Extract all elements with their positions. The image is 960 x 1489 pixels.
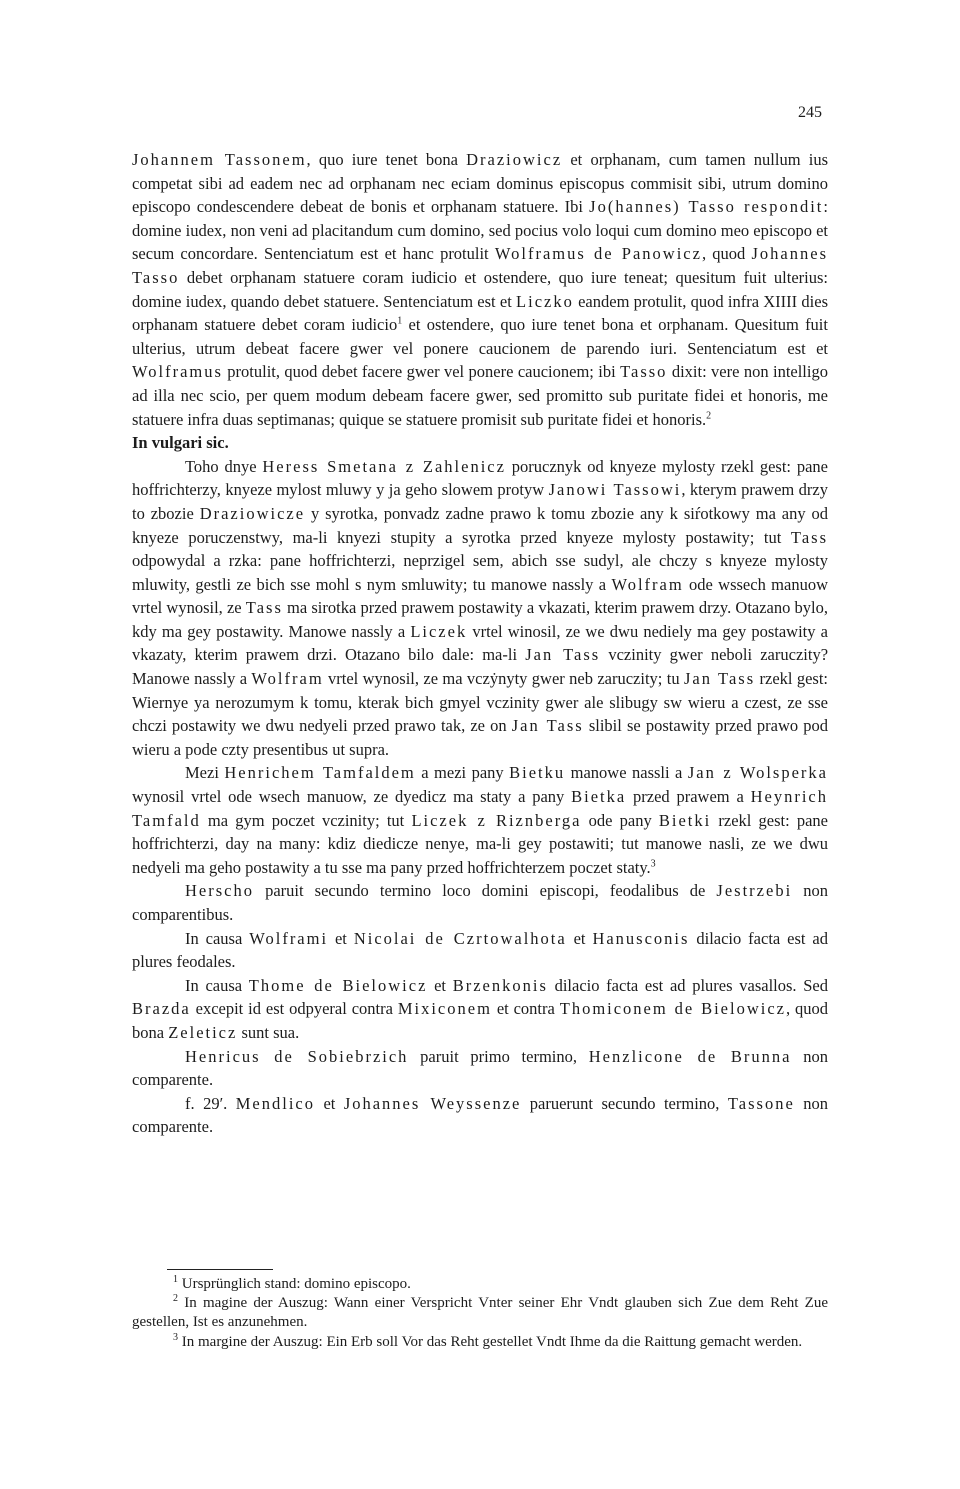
text-run: Mezi xyxy=(185,763,225,783)
text-run: ma gym poczet vczinity; tut xyxy=(200,810,412,830)
text-run: przed prawem a xyxy=(626,787,751,807)
spaced-name: Wolfram xyxy=(611,574,684,594)
footnotes xyxy=(132,1269,828,1352)
text-run: dilacio facta est ad plures feodales. xyxy=(132,928,828,972)
text-run: dixit: vere non intelligo ad illa nec scio, per quem modum debeam facere gwer, sed promitto sub puritate fidei et honoris, me statuere infra duas septimanas; quique se statuere promisit sub puritate fidei et honoris. xyxy=(132,362,828,429)
footnote-text: Ursprünglich stand: domino episcopo. xyxy=(181,1276,411,1292)
spaced-name: Draziowicze xyxy=(199,503,306,523)
spaced-name: Heynrich Tamfald xyxy=(132,787,828,830)
paragraph-p7 xyxy=(132,1045,828,1092)
text-run: slibil se postawity przed prawo pod wieru a pode czty presentibus ut supra. xyxy=(132,716,828,759)
footnote-rule xyxy=(167,1269,273,1270)
paragraph-p1 xyxy=(132,148,828,431)
spaced-name: Brzenkonis xyxy=(452,975,548,995)
spaced-name: Johannes Weyssenze xyxy=(343,1093,522,1113)
paragraph-p8 xyxy=(132,1092,828,1139)
text-run: paruit secundo termino loco domini episcopi, feodalibus de xyxy=(253,881,717,901)
spaced-name: Bietku xyxy=(509,763,566,783)
text-run: , quod bona xyxy=(132,999,828,1042)
spaced-name: Janowi Tassowi xyxy=(548,480,682,500)
text-run: et xyxy=(315,1093,344,1113)
text-run: et contra xyxy=(491,999,560,1019)
paragraph-p5 xyxy=(132,927,828,974)
spaced-name: Wolframus xyxy=(132,362,223,382)
spaced-name: Tass xyxy=(790,527,828,547)
spaced-name: Mixiconem xyxy=(397,999,492,1019)
spaced-name: Heress Smetana z Zahlenicz xyxy=(262,456,506,476)
spaced-name: Thomiconem de Bielowicz xyxy=(559,999,786,1019)
text-run: paruerunt secundo termino, xyxy=(521,1093,728,1113)
text-run: In causa xyxy=(185,975,249,995)
paragraph-p4 xyxy=(132,879,828,926)
text-run: , kterym prawem drzy to zbozie xyxy=(132,480,829,523)
text-run: ode pany xyxy=(581,810,659,830)
text-run: y syrotka, ponvadz zadne prawo k tomu zbozie any k siŕotkowy ma any od knyeze poruczenstwy, ma-li knyezi stupity a syrotka przed knyeze mylosty postawity; tut xyxy=(132,503,829,547)
text-run: wynosil vrtel ode wsech manuow, ze dyedicz ma staty a pany xyxy=(132,787,572,807)
spaced-name: Henricus de Sobiebrzich xyxy=(185,1046,409,1066)
text-run: sunt sua. xyxy=(237,1022,300,1042)
text-run: non comparente. xyxy=(132,1093,828,1137)
text-run: porucznyk od knyeze mylosty rzekl gest: pane hoffrichterzy, knyeze mylost mluwy y ja geho slowem protyw xyxy=(132,456,828,500)
spaced-name: Liczko xyxy=(516,291,574,311)
spaced-name: Tasso xyxy=(620,362,668,382)
spaced-name: Brazda xyxy=(132,999,191,1019)
spaced-name: Zeleticz xyxy=(168,1022,238,1042)
spaced-name: Jan z Wolsperka xyxy=(687,763,828,783)
spaced-name: Liczek xyxy=(410,621,468,641)
text-run: ode wssech manuow vrtel wynosil, ze xyxy=(132,574,828,618)
spaced-name: Hanusconis xyxy=(592,928,690,948)
text-run: et xyxy=(566,928,593,948)
paragraph-p6 xyxy=(132,974,828,1045)
text-run: et xyxy=(328,928,354,948)
text-run: rzekl gest: pane hoffrichterzi, day na many: kdiz diedicze nenye, ma-li gey postawiti; tut manowe nasli, ze we dwu nedyeli ma geho postawity a tu sse ma pany przed hoffrichterzem poczet staty. xyxy=(132,810,828,877)
text-run: eandem protulit, quod infra XIIII dies orphanam statuere debet coram iudicio xyxy=(132,291,828,335)
spaced-name: Jan Tass xyxy=(683,669,756,689)
footnote-marker: 3 xyxy=(650,858,656,870)
spaced-name: Henrichem Tamfaldem xyxy=(224,763,416,783)
spaced-name: Bietki xyxy=(658,810,712,830)
text-run: et orphanam, cum tamen nullum ius competat sibi ad eadem nec ad orphanam nec eciam dominus episcopus commisit sibi, utrum domino episcopo condescendere debeat de bonis et orphanam statuere. Ibi xyxy=(132,150,828,217)
paragraph-p3 xyxy=(132,761,828,879)
text-run: : domine iudex, non veni ad placitandum cum domino, sed pocius volo loqui cum domino meo episcopo et secum concordare. Sentenciatum est et hanc protulit xyxy=(132,197,828,264)
spaced-name: Nicolai de Czrtowalhota xyxy=(353,928,567,948)
spaced-name: Bietka xyxy=(571,787,627,807)
footnote-3 xyxy=(132,1333,828,1352)
spaced-name: Jan Tass xyxy=(511,716,584,736)
text-run: , quod xyxy=(701,244,752,264)
spaced-name: Wolframus de Panowicz xyxy=(494,244,702,264)
text-run: vczinity gwer neboli zaruczity? Manowe nassly a xyxy=(132,645,829,689)
spaced-name: Liczek z Riznberga xyxy=(411,810,582,830)
footnote-mark: 3 xyxy=(173,1331,178,1343)
footnote-mark: 2 xyxy=(173,1293,178,1305)
footnote-1 xyxy=(132,1275,828,1294)
spaced-name: Draziowicz xyxy=(466,150,563,169)
main-text xyxy=(132,148,828,1139)
section-heading xyxy=(132,431,828,455)
text-run: paruit primo termino, xyxy=(408,1046,589,1066)
spaced-name: Jo(hannes) Tasso respondit xyxy=(589,197,824,217)
spaced-name: Henzlicone de Brunna xyxy=(588,1046,792,1066)
text-run: In vulgari sic. xyxy=(132,433,229,453)
page-number: 245 xyxy=(798,104,822,121)
footnote-mark: 1 xyxy=(173,1274,178,1285)
spaced-name: Tass xyxy=(245,598,283,618)
footnote-text: In margine der Auszug: Ein Erb soll Vor das Reht gestellet Vndt Ihme da die Raittung gemacht werden. xyxy=(181,1333,803,1350)
text-run: vrtel wynosil, ze ma vczẏnyty gwer neb zaruczity; tu xyxy=(323,669,684,689)
paragraph-p2 xyxy=(132,455,828,762)
text-run: odpowydal a rzka: pane hoffrichterzi, neprzigel sem, abich sse sudyl, ale chczy s knyeze mylosty mluwity, gestli ze bich sse mohl s nym smluwity; tu manowe nassly a xyxy=(132,551,828,594)
footnote-marker: 2 xyxy=(706,410,712,422)
spaced-name: Herscho xyxy=(185,881,254,901)
spaced-name: Wolfram xyxy=(251,669,324,689)
text-run: non comparentibus. xyxy=(132,881,829,924)
spaced-name: Jestrzebi xyxy=(716,881,793,901)
text-run: rzekl gest: Wiernye ya nerozumym k tomu, kterak bich gmyel vczinity gwer ale slibugy sw wieru a czest, ze sse chczi postawity we dwu nedyeli przed prawo tak, ze on xyxy=(132,669,829,736)
text-run: protulit, quod debet facere gwer vel ponere caucionem; ibi xyxy=(222,362,621,382)
text-run: debet orphanam statuere coram iudicio et ostendere, quo iure teneat; quesitum fuit ulterius: domine iudex, quando debet statuere. Sentenciatum est et xyxy=(132,267,828,311)
text-run: f. 29ʹ. xyxy=(185,1093,236,1113)
spaced-name: Johannem Tassonem xyxy=(132,150,307,169)
text-run: , quo iure tenet bona xyxy=(306,150,467,169)
spaced-name: Johannes Tasso xyxy=(132,244,828,287)
spaced-name: Mendlico xyxy=(235,1093,315,1113)
text-run: ma sirotka przed prawem postawity a vkazati, kterim prawem drzy. Otazano bylo, kdy ma gey postawity. Manowe nassly a xyxy=(132,598,829,641)
text-run: non comparente. xyxy=(132,1046,829,1090)
text-run: dilacio facta est ad plures vasallos. Sed xyxy=(547,975,828,995)
text-run: et ostendere, quo iure tenet bona et orphanam. Quesitum fuit ulterius, utrum debeat facere gwer vel ponere caucionem de parendo iuri. Sentenciatum est et xyxy=(132,315,828,358)
text-run: et xyxy=(427,975,453,995)
spaced-name: Thome de Bielowicz xyxy=(248,975,428,995)
footnote-text: In magine der Auszug: Wann einer Verspricht Vnter seiner Ehr Vndt glauben sich Zue dem Reht Zue gestellen, Ist es anzunehmen. xyxy=(132,1295,828,1331)
text-run: manowe nassli a xyxy=(565,763,688,783)
text-run: excepit id est odpyeral contra xyxy=(190,999,398,1019)
text-run: In causa xyxy=(185,928,250,948)
spaced-name: Wolframi xyxy=(249,928,329,948)
footnote-marker: 1 xyxy=(397,315,403,327)
text-run: a mezi pany xyxy=(415,763,510,783)
footnote-2 xyxy=(132,1294,828,1332)
spaced-name: Jan Tass xyxy=(525,645,601,665)
footnote-list xyxy=(132,1275,828,1352)
spaced-name: Tassone xyxy=(727,1093,795,1113)
text-run: vrtel winosil, ze we dwu nediely ma gey postawity a vkazaty, kterim prawem drzi. Otazano bilo dale: ma-li xyxy=(132,621,828,665)
text-run: Toho dnye xyxy=(185,456,263,476)
